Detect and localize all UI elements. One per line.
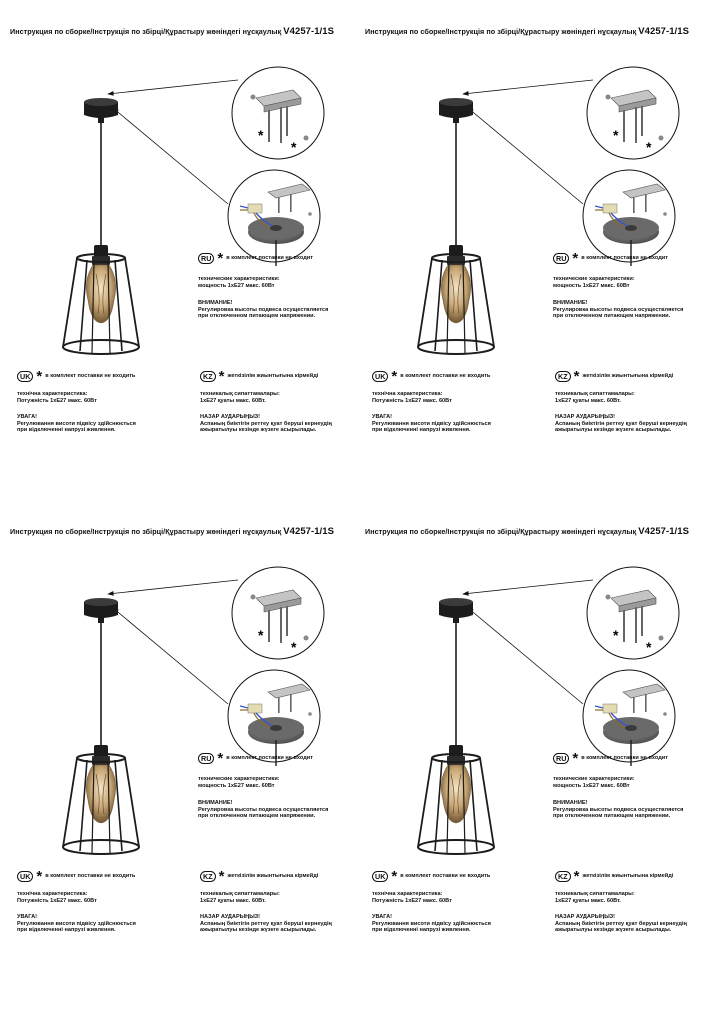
uk-warning-line-1: Регулювання висоти підвісу здійснюється (17, 920, 136, 927)
uk-not-included-note: в комплект поставки не входить (400, 373, 491, 380)
lamp-assembly-illustration (10, 42, 350, 372)
kz-not-included-note: жеткізілім жиынтығына кірмейді (227, 873, 319, 880)
kz-spec-heading: техникалық сипаттамалары: (555, 891, 635, 897)
uk-language-badge: UK (17, 871, 33, 882)
uk-spec-heading: технічна характеристика: (372, 891, 443, 897)
uk-not-included-line (17, 867, 136, 885)
kz-warning-heading: НАЗАР АУДАРЫҢЫЗ! (555, 414, 616, 420)
instruction-panel-4 (365, 522, 705, 1012)
ru-warning (198, 300, 328, 320)
model-number: V4257-1/1S (283, 526, 334, 537)
uk-not-included-line (372, 867, 491, 885)
kz-language-badge: KZ (555, 871, 571, 882)
ru-spec-value: мощность 1хE27 макс. 60Вт (198, 782, 275, 789)
uk-language-badge: UK (372, 371, 388, 382)
kz-spec-value: 1хE27 қуаты макс. 60Вт. (555, 897, 621, 904)
asterisk-icon: * (391, 367, 398, 385)
uk-warning-line-1: Регулювання висоти підвісу здійснюється (372, 920, 491, 927)
kz-spec-value: 1хE27 қуаты макс. 60Вт. (200, 897, 266, 904)
ru-warning-line-2: при отключенном питающем напряжении. (553, 813, 671, 820)
uk-spec-heading: технічна характеристика: (372, 391, 443, 397)
instruction-title (365, 526, 689, 537)
uk-spec-value: Потужність 1хE27 макс. 60Вт (372, 897, 452, 904)
kz-not-included-line (200, 367, 319, 385)
uk-not-included-line (17, 367, 136, 385)
ru-warning-heading: ВНИМАНИЕ! (553, 800, 588, 806)
model-number: V4257-1/1S (638, 26, 689, 37)
kz-warning-heading: НАЗАР АУДАРЫҢЫЗ! (555, 914, 616, 920)
uk-language-badge: UK (17, 371, 33, 382)
uk-warning-line-2: при відключенні напрузі живлення. (17, 927, 116, 934)
kz-spec-heading: техникалық сипаттамалары: (200, 391, 280, 397)
ru-language-badge: RU (553, 753, 569, 764)
uk-warning-line-1: Регулювання висоти підвісу здійснюється (17, 420, 136, 427)
kz-warning-line-1: Аспаның биіктігін реттеу қуат беруші кернеудің (200, 920, 332, 927)
kz-spec-heading: техникалық сипаттамалары: (200, 891, 280, 897)
ru-language-badge: RU (198, 253, 214, 264)
ru-specifications (198, 276, 280, 289)
ru-warning-line-2: при отключенном питающем напряжении. (553, 313, 671, 320)
kz-warning-line-1: Аспаның биіктігін реттеу қуат беруші кернеудің (555, 420, 687, 427)
kz-warning (200, 414, 332, 434)
uk-specifications (372, 891, 452, 904)
kz-spec-value: 1хE27 қуаты макс. 60Вт. (555, 397, 621, 404)
title-text: Инструкция по сборке/Інструкція по збірці/Құрастыру жөніндегі нұсқаулық (365, 27, 637, 36)
asterisk-icon: * (572, 249, 579, 267)
uk-spec-heading: технічна характеристика: (17, 891, 88, 897)
kz-spec-value: 1хE27 қуаты макс. 60Вт. (200, 397, 266, 404)
ru-not-included-line (198, 249, 313, 267)
kz-warning (200, 914, 332, 934)
asterisk-icon: * (218, 867, 225, 885)
ru-spec-value: мощность 1хE27 макс. 60Вт (198, 282, 275, 289)
ru-language-badge: RU (553, 253, 569, 264)
asterisk-icon: * (218, 367, 225, 385)
uk-warning-line-1: Регулювання висоти підвісу здійснюється (372, 420, 491, 427)
title-text: Инструкция по сборке/Інструкція по збірці/Құрастыру жөніндегі нұсқаулық (10, 27, 282, 36)
kz-language-badge: KZ (200, 871, 216, 882)
kz-specifications (200, 391, 280, 404)
asterisk-icon: * (217, 749, 224, 767)
uk-warning (17, 914, 136, 934)
instruction-title (365, 26, 689, 37)
ru-warning-line-2: при отключенном питающем напряжении. (198, 813, 316, 820)
uk-spec-heading: технічна характеристика: (17, 391, 88, 397)
uk-spec-value: Потужність 1хE27 макс. 60Вт (17, 397, 97, 404)
ru-spec-value: мощность 1хE27 макс. 60Вт (553, 782, 630, 789)
ru-warning (553, 800, 683, 820)
kz-warning (555, 914, 687, 934)
ru-spec-heading: технические характеристики: (553, 776, 635, 782)
asterisk-icon: * (573, 367, 580, 385)
kz-warning-line-1: Аспаның биіктігін реттеу қуат беруші кернеудің (200, 420, 332, 427)
title-text: Инструкция по сборке/Інструкція по збірці/Құрастыру жөніндегі нұсқаулық (365, 527, 637, 536)
asterisk-icon: * (391, 867, 398, 885)
asterisk-icon: * (36, 367, 43, 385)
asterisk-icon: * (572, 749, 579, 767)
lamp-assembly-illustration (365, 42, 705, 372)
ru-warning-heading: ВНИМАНИЕ! (553, 300, 588, 306)
ru-specifications (553, 776, 635, 789)
uk-specifications (17, 391, 97, 404)
title-text: Инструкция по сборке/Інструкція по збірці/Құрастыру жөніндегі нұсқаулық (10, 527, 282, 536)
asterisk-icon: * (573, 867, 580, 885)
kz-not-included-note: жеткізілім жиынтығына кірмейді (227, 373, 319, 380)
ru-spec-heading: технические характеристики: (553, 276, 635, 282)
uk-specifications (372, 391, 452, 404)
ru-warning-line-1: Регулировка высоты подвеса осуществляется (553, 306, 684, 313)
instruction-panel-2 (365, 22, 705, 512)
kz-not-included-line (200, 867, 319, 885)
kz-not-included-line (555, 867, 674, 885)
ru-spec-heading: технические характеристики: (198, 776, 280, 782)
instruction-title (10, 26, 334, 37)
uk-warning-heading: УВАГА! (17, 414, 38, 420)
instruction-title (10, 526, 334, 537)
uk-warning-heading: УВАГА! (372, 914, 393, 920)
uk-warning-heading: УВАГА! (372, 414, 393, 420)
ru-not-included-note: в комплект поставки не входит (226, 755, 313, 762)
kz-warning (555, 414, 687, 434)
ru-not-included-note: в комплект поставки не входит (581, 255, 668, 262)
kz-language-badge: KZ (200, 371, 216, 382)
uk-warning (17, 414, 136, 434)
kz-warning-line-2: ажыратылуы кезінде жүзеге асырылады. (200, 927, 317, 934)
kz-warning-line-2: ажыратылуы кезінде жүзеге асырылады. (555, 927, 672, 934)
ru-specifications (198, 776, 280, 789)
model-number: V4257-1/1S (638, 526, 689, 537)
uk-not-included-note: в комплект поставки не входить (400, 873, 491, 880)
uk-not-included-note: в комплект поставки не входить (45, 873, 136, 880)
ru-not-included-line (553, 249, 668, 267)
ru-warning-heading: ВНИМАНИЕ! (198, 300, 233, 306)
ru-not-included-line (553, 749, 668, 767)
kz-specifications (200, 891, 280, 904)
instruction-panel-1 (10, 22, 350, 512)
kz-warning-line-1: Аспаның биіктігін реттеу қуат беруші кернеудің (555, 920, 687, 927)
kz-specifications (555, 891, 635, 904)
lamp-assembly-illustration (365, 542, 705, 872)
uk-warning-heading: УВАГА! (17, 914, 38, 920)
ru-warning (198, 800, 328, 820)
uk-not-included-note: в комплект поставки не входить (45, 373, 136, 380)
ru-warning (553, 300, 683, 320)
ru-warning-line-2: при отключенном питающем напряжении. (198, 313, 316, 320)
kz-spec-heading: техникалық сипаттамалары: (555, 391, 635, 397)
uk-warning (372, 414, 491, 434)
kz-warning-line-2: ажыратылуы кезінде жүзеге асырылады. (200, 427, 317, 434)
uk-spec-value: Потужність 1хE27 макс. 60Вт (17, 897, 97, 904)
ru-spec-value: мощность 1хE27 макс. 60Вт (553, 282, 630, 289)
uk-warning-line-2: при відключенні напрузі живлення. (372, 927, 471, 934)
instruction-panel-3 (10, 522, 350, 1012)
uk-language-badge: UK (372, 871, 388, 882)
kz-not-included-line (555, 367, 674, 385)
ru-spec-heading: технические характеристики: (198, 276, 280, 282)
ru-not-included-note: в комплект поставки не входит (226, 255, 313, 262)
kz-specifications (555, 391, 635, 404)
uk-warning-line-2: при відключенні напрузі живлення. (372, 427, 471, 434)
ru-warning-line-1: Регулировка высоты подвеса осуществляется (553, 806, 684, 813)
ru-not-included-line (198, 749, 313, 767)
kz-language-badge: KZ (555, 371, 571, 382)
uk-spec-value: Потужність 1хE27 макс. 60Вт (372, 397, 452, 404)
model-number: V4257-1/1S (283, 26, 334, 37)
ru-language-badge: RU (198, 753, 214, 764)
ru-warning-line-1: Регулировка высоты подвеса осуществляется (198, 306, 329, 313)
ru-warning-heading: ВНИМАНИЕ! (198, 800, 233, 806)
kz-warning-line-2: ажыратылуы кезінде жүзеге асырылады. (555, 427, 672, 434)
kz-not-included-note: жеткізілім жиынтығына кірмейді (582, 373, 674, 380)
asterisk-icon: * (217, 249, 224, 267)
uk-warning (372, 914, 491, 934)
uk-not-included-line (372, 367, 491, 385)
ru-not-included-note: в комплект поставки не входит (581, 755, 668, 762)
uk-warning-line-2: при відключенні напрузі живлення. (17, 427, 116, 434)
ru-warning-line-1: Регулировка высоты подвеса осуществляется (198, 806, 329, 813)
ru-specifications (553, 276, 635, 289)
kz-warning-heading: НАЗАР АУДАРЫҢЫЗ! (200, 414, 261, 420)
uk-specifications (17, 891, 97, 904)
asterisk-icon: * (36, 867, 43, 885)
kz-not-included-note: жеткізілім жиынтығына кірмейді (582, 873, 674, 880)
kz-warning-heading: НАЗАР АУДАРЫҢЫЗ! (200, 914, 261, 920)
lamp-assembly-illustration (10, 542, 350, 872)
